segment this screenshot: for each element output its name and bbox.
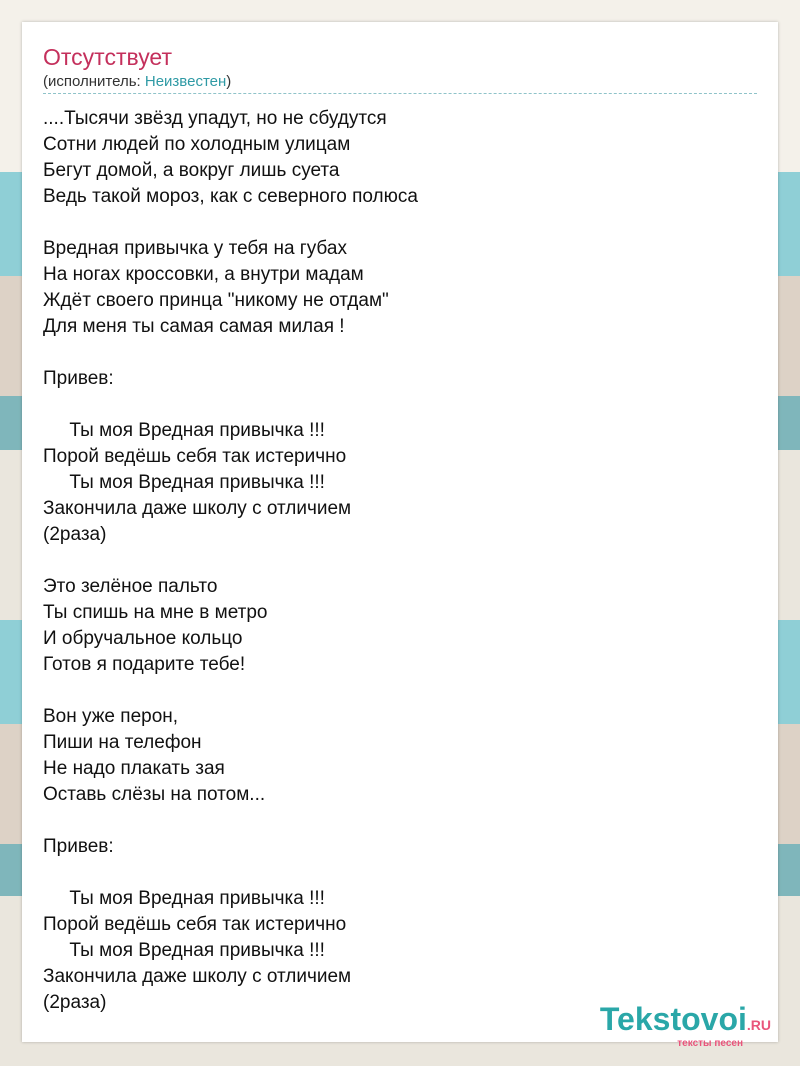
lyric-line: (2раза) [43, 992, 107, 1013]
lyric-line: Порой ведёшь себя так истерично [43, 446, 347, 467]
artist-line [43, 73, 231, 91]
lyric-line: Привев: [43, 836, 114, 857]
lyric-line: Вон уже перон, [43, 706, 179, 727]
artist-link[interactable]: Неизвестен [144, 73, 227, 90]
lyric-line: (2раза) [43, 524, 107, 545]
lyric-line: Для меня ты самая самая милая ! [43, 316, 345, 337]
site-logo[interactable] [600, 1002, 771, 1049]
logo-tld: .RU [746, 1017, 771, 1033]
lyrics-card [22, 22, 778, 1049]
lyric-line: Ты моя Вредная привычка !!! [43, 472, 325, 493]
lyric-line: На ногах кроссовки, а внутри мадам [43, 264, 364, 285]
lyric-line: Закончила даже школу с отличием [43, 498, 352, 519]
lyric-line: Не надо плакать зая [43, 758, 225, 779]
logo-name: Tekstovoi [599, 1001, 747, 1037]
artist-suffix: ) [226, 73, 232, 90]
lyric-line: Пиши на телефон [43, 732, 202, 753]
lyric-line: Ты моя Вредная привычка !!! [43, 940, 325, 961]
lyric-line: Ты моя Вредная привычка !!! [43, 888, 325, 909]
song-title: Отсутствует [43, 44, 172, 70]
lyric-line: Ты спишь на мне в метро [43, 602, 268, 623]
lyric-line: Ведь такой мороз, как с северного полюса [43, 186, 418, 207]
lyric-line: И обручальное кольцо [43, 628, 243, 649]
lyric-line: ....Тысячи звёзд упадут, но не сбудутся [43, 108, 387, 129]
lyric-line: Это зелёное пальто [43, 576, 218, 597]
logo-tagline: тексты песен [677, 1038, 743, 1049]
artist-prefix: (исполнитель: [43, 73, 145, 90]
lyrics-text [43, 106, 743, 1016]
logo-wordmark [600, 1002, 771, 1042]
lyric-line: Порой ведёшь себя так истерично [43, 914, 347, 935]
divider [43, 93, 757, 94]
lyric-line: Бегут домой, а вокруг лишь суета [43, 160, 340, 181]
lyric-line: Закончила даже школу с отличием [43, 966, 352, 987]
lyric-line: Готов я подарите тебе! [43, 654, 246, 675]
lyric-line: Вредная привычка у тебя на губах [43, 238, 347, 259]
lyric-line: Ждёт своего принца "никому не отдам" [43, 290, 389, 311]
lyric-line: Оставь слёзы на потом... [43, 784, 266, 805]
lyric-line: Привев: [43, 368, 114, 389]
lyric-line: Ты моя Вредная привычка !!! [43, 420, 325, 441]
lyric-line: Сотни людей по холодным улицам [43, 134, 351, 155]
